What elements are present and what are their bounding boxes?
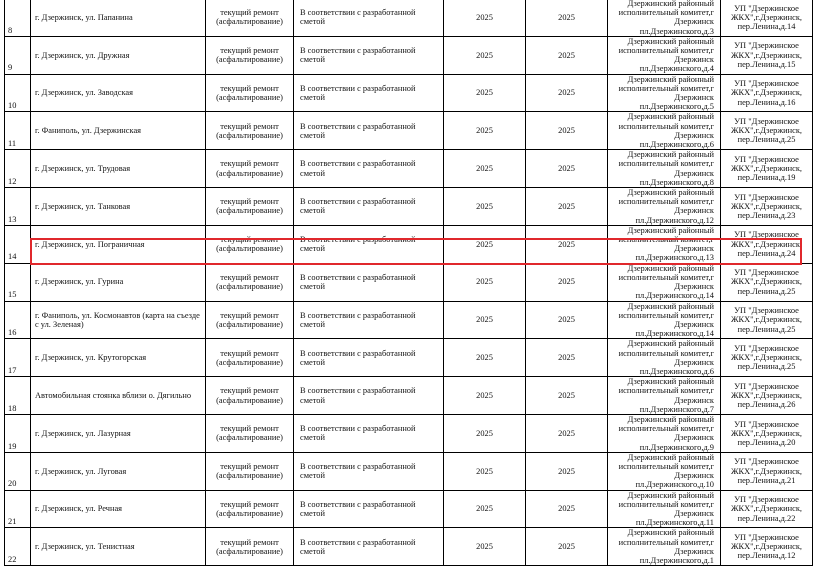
year-end-cell: 2025 — [526, 528, 608, 566]
year-start-cell: 2025 — [444, 36, 526, 74]
customer-cell: Дзержинский районный исполнительный комитет,г Дзержинск пл.Дзержинского,д.12 — [608, 188, 721, 226]
work-type-cell: текущий ремонт (асфальтирование) — [206, 339, 294, 377]
customer-cell: Дзержинский районный исполнительный комитет,г Дзержинск пл.Дзержинского,д.5 — [608, 74, 721, 112]
street-name-cell: г. Дзержинск, ул. Лазурная — [31, 414, 206, 452]
year-end-cell: 2025 — [526, 150, 608, 188]
table-row — [5, 225, 813, 263]
customer-cell: Дзержинский районный исполнительный комитет,г Дзержинск пл.Дзержинского,д.7 — [608, 377, 721, 415]
year-end-cell: 2025 — [526, 339, 608, 377]
contractor-cell: УП "Дзержинское ЖКХ",г.Дзержинск, пер.Ленина,д.25 — [721, 301, 813, 339]
table-row — [5, 0, 813, 36]
table-row — [5, 36, 813, 74]
customer-cell: Дзержинский районный исполнительный комитет,г Дзержинск пл.Дзержинского,д.1 — [608, 528, 721, 566]
cost-basis-cell: В соответствии с разработанной сметой — [294, 528, 444, 566]
table-row — [5, 74, 813, 112]
customer-cell: Дзержинский районный исполнительный комитет,г Дзержинск пл.Дзержинского,д.14 — [608, 301, 721, 339]
street-name-cell: г. Дзержинск, ул. Танковая — [31, 188, 206, 226]
year-end-cell: 2025 — [526, 263, 608, 301]
contractor-cell: УП "Дзержинское ЖКХ",г.Дзержинск, пер.Ленина,д.22 — [721, 490, 813, 528]
year-start-cell: 2025 — [444, 377, 526, 415]
works-table — [4, 0, 813, 566]
contractor-cell: УП "Дзержинское ЖКХ",г.Дзержинск, пер.Ленина,д.24 — [721, 225, 813, 263]
row-number-cell: 11 — [5, 112, 31, 150]
customer-cell: Дзержинский районный исполнительный комитет,г Дзержинск пл.Дзержинского,д.6 — [608, 112, 721, 150]
year-start-cell: 2025 — [444, 301, 526, 339]
street-name-cell: г. Дзержинск, ул. Дружная — [31, 36, 206, 74]
table-row — [5, 414, 813, 452]
work-type-cell: текущий ремонт (асфальтирование) — [206, 188, 294, 226]
row-number-cell: 17 — [5, 339, 31, 377]
contractor-cell: УП "Дзержинское ЖКХ",г.Дзержинск, пер.Ленина,д.19 — [721, 150, 813, 188]
table-row — [5, 188, 813, 226]
row-number-cell: 8 — [5, 0, 31, 36]
contractor-cell: УП "Дзержинское ЖКХ",г.Дзержинск, пер.Ленина,д.12 — [721, 528, 813, 566]
table-row — [5, 339, 813, 377]
work-type-cell: текущий ремонт (асфальтирование) — [206, 414, 294, 452]
cost-basis-cell: В соответствии с разработанной сметой — [294, 112, 444, 150]
year-end-cell: 2025 — [526, 36, 608, 74]
table-row — [5, 301, 813, 339]
table-row — [5, 150, 813, 188]
cost-basis-cell: В соответствии с разработанной сметой — [294, 452, 444, 490]
work-type-cell: текущий ремонт (асфальтирование) — [206, 301, 294, 339]
street-name-cell: г. Дзержинск, ул. Речная — [31, 490, 206, 528]
work-type-cell: текущий ремонт (асфальтирование) — [206, 0, 294, 36]
street-name-cell: г. Дзержинск, ул. Тенистная — [31, 528, 206, 566]
year-start-cell: 2025 — [444, 74, 526, 112]
street-name-cell: г. Дзержинск, ул. Крутогорская — [31, 339, 206, 377]
contractor-cell: УП "Дзержинское ЖКХ",г.Дзержинск, пер.Ленина,д.25 — [721, 263, 813, 301]
year-end-cell: 2025 — [526, 188, 608, 226]
year-end-cell: 2025 — [526, 0, 608, 36]
work-type-cell: текущий ремонт (асфальтирование) — [206, 74, 294, 112]
cost-basis-cell: В соответствии с разработанной сметой — [294, 36, 444, 74]
street-name-cell: г. Дзержинск, ул. Папанина — [31, 0, 206, 36]
row-number-cell: 12 — [5, 150, 31, 188]
work-type-cell: текущий ремонт (асфальтирование) — [206, 452, 294, 490]
row-number-cell: 15 — [5, 263, 31, 301]
cost-basis-cell: В соответствии с разработанной сметой — [294, 414, 444, 452]
contractor-cell: УП "Дзержинское ЖКХ",г.Дзержинск, пер.Ленина,д.25 — [721, 339, 813, 377]
contractor-cell: УП "Дзержинское ЖКХ",г.Дзержинск, пер.Ленина,д.14 — [721, 0, 813, 36]
table-row — [5, 528, 813, 566]
cost-basis-cell: В соответствии с разработанной сметой — [294, 377, 444, 415]
year-start-cell: 2025 — [444, 150, 526, 188]
work-type-cell: текущий ремонт (асфальтирование) — [206, 225, 294, 263]
customer-cell: Дзержинский районный исполнительный комитет,г Дзержинск пл.Дзержинского,д.8 — [608, 150, 721, 188]
year-start-cell: 2025 — [444, 263, 526, 301]
table-row — [5, 490, 813, 528]
work-type-cell: текущий ремонт (асфальтирование) — [206, 263, 294, 301]
street-name-cell: г. Дзержинск, ул. Трудовая — [31, 150, 206, 188]
street-name-cell: г. Дзержинск, ул. Гурина — [31, 263, 206, 301]
work-type-cell: текущий ремонт (асфальтирование) — [206, 528, 294, 566]
year-start-cell: 2025 — [444, 112, 526, 150]
work-type-cell: текущий ремонт (асфальтирование) — [206, 112, 294, 150]
cost-basis-cell: В соответствии с разработанной сметой — [294, 150, 444, 188]
year-start-cell: 2025 — [444, 452, 526, 490]
row-number-cell: 9 — [5, 36, 31, 74]
customer-cell: Дзержинский районный исполнительный комитет,г Дзержинск пл.Дзержинского,д.6 — [608, 339, 721, 377]
customer-cell: Дзержинский районный исполнительный комитет,г Дзержинск пл.Дзержинского,д.14 — [608, 263, 721, 301]
work-type-cell: текущий ремонт (асфальтирование) — [206, 150, 294, 188]
row-number-cell: 19 — [5, 414, 31, 452]
street-name-cell: г. Дзержинск, ул. Пограничная — [31, 225, 206, 263]
cost-basis-cell: В соответствии с разработанной сметой — [294, 188, 444, 226]
contractor-cell: УП "Дзержинское ЖКХ",г.Дзержинск, пер.Ленина,д.23 — [721, 188, 813, 226]
cost-basis-cell: В соответствии с разработанной сметой — [294, 301, 444, 339]
year-end-cell: 2025 — [526, 74, 608, 112]
customer-cell: Дзержинский районный исполнительный комитет,г Дзержинск пл.Дзержинского,д.10 — [608, 452, 721, 490]
row-number-cell: 13 — [5, 188, 31, 226]
year-end-cell: 2025 — [526, 452, 608, 490]
customer-cell: Дзержинский районный исполнительный комитет,г Дзержинск пл.Дзержинского,д.4 — [608, 36, 721, 74]
cost-basis-cell: В соответствии с разработанной сметой — [294, 225, 444, 263]
table-row — [5, 452, 813, 490]
cost-basis-cell: В соответствии с разработанной сметой — [294, 74, 444, 112]
street-name-cell: г. Фаниполь, ул. Дзержинская — [31, 112, 206, 150]
customer-cell: Дзержинский районный исполнительный комитет,г Дзержинск пл.Дзержинского,д.11 — [608, 490, 721, 528]
year-start-cell: 2025 — [444, 188, 526, 226]
year-end-cell: 2025 — [526, 377, 608, 415]
row-number-cell: 10 — [5, 74, 31, 112]
row-number-cell: 16 — [5, 301, 31, 339]
contractor-cell: УП "Дзержинское ЖКХ",г.Дзержинск, пер.Ленина,д.21 — [721, 452, 813, 490]
street-name-cell: г. Дзержинск, ул. Луговая — [31, 452, 206, 490]
year-start-cell: 2025 — [444, 414, 526, 452]
row-number-cell: 18 — [5, 377, 31, 415]
work-type-cell: текущий ремонт (асфальтирование) — [206, 377, 294, 415]
work-type-cell: текущий ремонт (асфальтирование) — [206, 490, 294, 528]
year-end-cell: 2025 — [526, 414, 608, 452]
contractor-cell: УП "Дзержинское ЖКХ",г.Дзержинск, пер.Ленина,д.16 — [721, 74, 813, 112]
row-number-cell: 20 — [5, 452, 31, 490]
street-name-cell: Автомобильная стоянка вблизи о. Дягильно — [31, 377, 206, 415]
year-end-cell: 2025 — [526, 301, 608, 339]
customer-cell: Дзержинский районный исполнительный комитет,г Дзержинск пл.Дзержинского,д.9 — [608, 414, 721, 452]
street-name-cell: г. Фаниполь, ул. Космонавтов (карта на съезде с ул. Зеленая) — [31, 301, 206, 339]
year-start-cell: 2025 — [444, 339, 526, 377]
year-start-cell: 2025 — [444, 225, 526, 263]
year-end-cell: 2025 — [526, 490, 608, 528]
year-start-cell: 2025 — [444, 490, 526, 528]
customer-cell: Дзержинский районный исполнительный комитет,г Дзержинск пл.Дзержинского,д.13 — [608, 225, 721, 263]
contractor-cell: УП "Дзержинское ЖКХ",г.Дзержинск, пер.Ленина,д.25 — [721, 112, 813, 150]
work-type-cell: текущий ремонт (асфальтирование) — [206, 36, 294, 74]
year-start-cell: 2025 — [444, 0, 526, 36]
year-start-cell: 2025 — [444, 528, 526, 566]
row-number-cell: 21 — [5, 490, 31, 528]
cost-basis-cell: В соответствии с разработанной сметой — [294, 339, 444, 377]
table-row — [5, 263, 813, 301]
customer-cell: Дзержинский районный исполнительный комитет,г Дзержинск пл.Дзержинского,д.3 — [608, 0, 721, 36]
cost-basis-cell: В соответствии с разработанной сметой — [294, 0, 444, 36]
contractor-cell: УП "Дзержинское ЖКХ",г.Дзержинск, пер.Ленина,д.20 — [721, 414, 813, 452]
cost-basis-cell: В соответствии с разработанной сметой — [294, 263, 444, 301]
table-row — [5, 112, 813, 150]
row-number-cell: 14 — [5, 225, 31, 263]
year-end-cell: 2025 — [526, 112, 608, 150]
cost-basis-cell: В соответствии с разработанной сметой — [294, 490, 444, 528]
contractor-cell: УП "Дзержинское ЖКХ",г.Дзержинск, пер.Ленина,д.26 — [721, 377, 813, 415]
table-row — [5, 377, 813, 415]
year-end-cell: 2025 — [526, 225, 608, 263]
table-body — [5, 0, 813, 566]
contractor-cell: УП "Дзержинское ЖКХ",г.Дзержинск, пер.Ленина,д.15 — [721, 36, 813, 74]
street-name-cell: г. Дзержинск, ул. Заводская — [31, 74, 206, 112]
row-number-cell: 22 — [5, 528, 31, 566]
